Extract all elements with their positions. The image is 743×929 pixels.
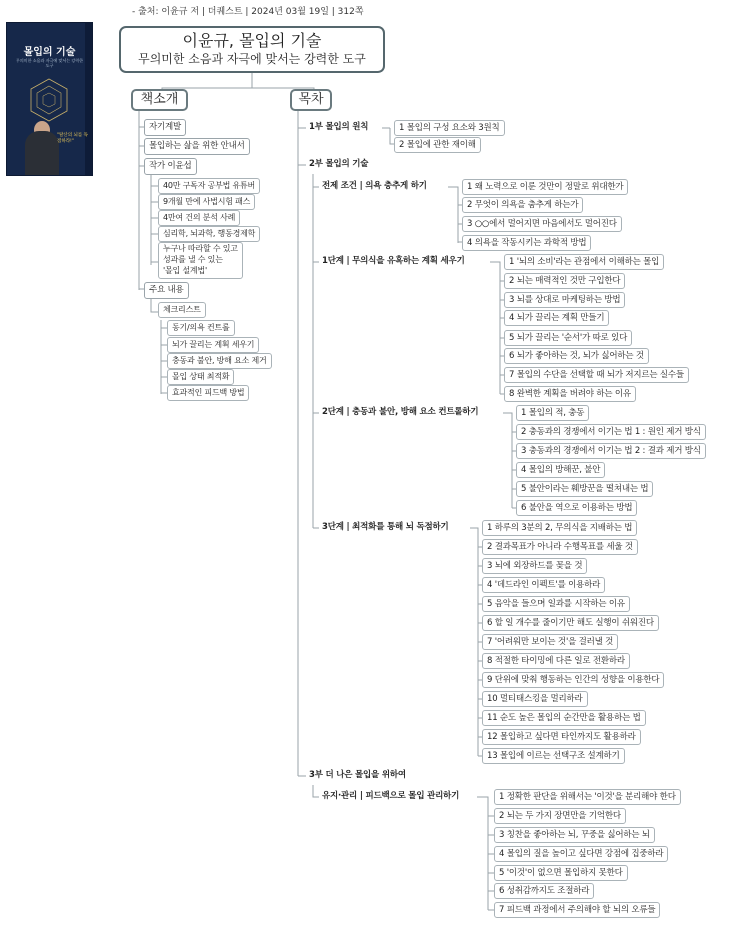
section-maintenance-title[interactable]: 유지·관리 | 피드백으로 몰입 관리하기 — [319, 789, 462, 806]
part1-title[interactable]: 1부 몰입의 원칙 — [306, 120, 371, 137]
section-step3-title[interactable]: 3단계 | 최적화를 통해 뇌 독점하기 — [319, 520, 452, 537]
intro-branch[interactable]: 책소개 — [131, 89, 188, 111]
cover-title: 몰입의 기술 — [23, 47, 76, 58]
step2-item-1[interactable]: 1 몰입의 적, 충동 — [516, 405, 589, 421]
step3-item-12[interactable]: 12 몰입하고 싶다면 타인까지도 활용하라 — [482, 729, 641, 745]
prereq-item-1[interactable]: 1 왜 노력으로 이룬 것만이 정말로 위대한가 — [462, 179, 628, 195]
main-topic[interactable] — [119, 26, 385, 73]
maintenance-item-2[interactable]: 2 뇌는 두 가지 장면만을 기억한다 — [494, 808, 626, 824]
maintenance-item-6[interactable]: 6 성취감까지도 조절하라 — [494, 883, 594, 899]
contents-plan[interactable]: 뇌가 끌리는 계획 세우기 — [167, 337, 259, 353]
contents-impulse[interactable]: 충동과 불안, 방해 요소 제거 — [167, 353, 272, 369]
maintenance-item-5[interactable]: 5 '이것'이 없으면 몰입하지 못한다 — [494, 865, 628, 881]
step3-item-3[interactable]: 3 뇌에 외장하드를 꽂을 것 — [482, 558, 587, 574]
step2-item-3[interactable]: 3 충동과의 경쟁에서 이기는 법 2 : 결과 제거 방식 — [516, 443, 706, 459]
author-detail-method[interactable]: 누구나 따라할 수 있고 성과를 낼 수 있는 '몰입 설계법' — [158, 242, 243, 279]
hexagon-graphic — [29, 77, 69, 123]
step3-item-13[interactable]: 13 몰입에 이르는 선택구조 설계하기 — [482, 748, 625, 764]
main-subtitle: 무의미한 소음과 자극에 맞서는 강력한 도구 — [138, 52, 366, 66]
maintenance-item-3[interactable]: 3 칭찬을 좋아하는 뇌, 꾸중을 싫어하는 뇌 — [494, 827, 655, 843]
step3-item-6[interactable]: 6 할 일 개수를 줄이기만 해도 실행이 쉬워진다 — [482, 615, 659, 631]
step3-item-1[interactable]: 1 하루의 3분의 2, 무의식을 지배하는 법 — [482, 520, 637, 536]
step3-item-7[interactable]: 7 '어려워만 보이는 것'을 걸러낼 것 — [482, 634, 618, 650]
intro-item-author[interactable]: 작가 이윤섭 — [144, 158, 197, 175]
contents-motivation[interactable]: 동기/의욕 컨트롤 — [167, 320, 235, 336]
step1-item-7[interactable]: 7 몰입의 수단을 선택할 때 뇌가 저지르는 실수들 — [504, 367, 689, 383]
intro-item-guide[interactable]: 몰입하는 삶을 위한 안내서 — [144, 138, 250, 155]
step3-item-9[interactable]: 9 단위에 맞춰 행동하는 인간의 성향을 이용한다 — [482, 672, 664, 688]
cover-quote: "탈산의 뇌를 독점하라!" — [57, 133, 89, 144]
author-figure — [25, 131, 59, 175]
prereq-item-3[interactable]: 3 ○○에서 멀어지면 마음에서도 멀어진다 — [462, 216, 622, 232]
section-prereq-title[interactable]: 전제 조건 | 의욕 충추게 하기 — [319, 179, 430, 196]
cover-subtitle: 무의미한 소음과 자극에 맞서는 강력한 도구 — [16, 58, 83, 68]
book-cover-image — [6, 22, 93, 176]
step2-item-4[interactable]: 4 몰입의 방해꾼, 불안 — [516, 462, 605, 478]
intro-item-self-help[interactable]: 자기계발 — [144, 119, 186, 136]
step3-item-8[interactable]: 8 적절한 타이밍에 다른 일로 전환하라 — [482, 653, 630, 669]
part3-title[interactable]: 3부 더 나은 몰입을 위하여 — [306, 768, 409, 785]
author-detail-bar-exam[interactable]: 9개월 만에 사법시험 패스 — [158, 194, 255, 210]
contents-optimize[interactable]: 몰입 상태 최적화 — [167, 369, 234, 385]
step1-item-8[interactable]: 8 완벽한 계획을 버려야 하는 이유 — [504, 386, 636, 402]
step3-item-4[interactable]: 4 '데드라인 이펙트'를 이용하라 — [482, 577, 605, 593]
author-detail-fields[interactable]: 심리학, 뇌과학, 행동경제학 — [158, 226, 260, 242]
step1-item-6[interactable]: 6 뇌가 좋아하는 것, 뇌가 싫어하는 것 — [504, 348, 649, 364]
part1-item-2[interactable]: 2 몰입에 관한 재이해 — [394, 137, 481, 153]
author-detail-cases[interactable]: 4만여 건의 분석 사례 — [158, 210, 240, 226]
step3-item-5[interactable]: 5 음악을 들으며 일과를 시작하는 이유 — [482, 596, 630, 612]
step2-item-6[interactable]: 6 불안을 역으로 이용하는 방법 — [516, 500, 637, 516]
author-detail-youtuber[interactable]: 40만 구독자 공부법 유튜버 — [158, 178, 260, 194]
step3-item-11[interactable]: 11 순도 높은 몰입의 순간만을 활용하는 법 — [482, 710, 646, 726]
step1-item-5[interactable]: 5 뇌가 끌리는 '순서'가 따로 있다 — [504, 330, 632, 346]
maintenance-item-4[interactable]: 4 몰입의 질을 높이고 싶다면 강점에 집중하라 — [494, 846, 668, 862]
step1-item-2[interactable]: 2 뇌는 매력적인 것만 구입한다 — [504, 273, 625, 289]
prereq-item-4[interactable]: 4 의욕을 작동시키는 과학적 방법 — [462, 235, 591, 251]
intro-item-contents[interactable]: 주요 내용 — [144, 282, 189, 299]
source-line: - 출처: 이윤규 저 | 더퀘스트 | 2024년 03월 19일 | 312쪽 — [132, 7, 364, 17]
maintenance-item-7[interactable]: 7 피드백 과정에서 주의해야 할 뇌의 오류들 — [494, 902, 660, 918]
prereq-item-2[interactable]: 2 무엇이 의욕을 춤추게 하는가 — [462, 197, 583, 213]
step2-item-2[interactable]: 2 충동과의 경쟁에서 이기는 법 1 : 원인 제거 방식 — [516, 424, 706, 440]
step3-item-10[interactable]: 10 멀티태스킹을 멀리하라 — [482, 691, 588, 707]
step1-item-1[interactable]: 1 '뇌의 소비'라는 관점에서 이해하는 몰입 — [504, 254, 664, 270]
maintenance-item-1[interactable]: 1 정확한 판단을 위해서는 '이것'을 분리해야 한다 — [494, 789, 681, 805]
part2-title[interactable]: 2부 몰입의 기술 — [306, 157, 371, 174]
contents-checklist[interactable]: 체크리스트 — [158, 302, 206, 318]
section-step2-title[interactable]: 2단계 | 충동과 불안, 방해 요소 컨트롤하기 — [319, 405, 481, 422]
main-title: 이윤규, 몰입의 기술 — [182, 31, 322, 50]
step1-item-4[interactable]: 4 뇌가 끌리는 계획 만들기 — [504, 310, 609, 326]
step2-item-5[interactable]: 5 불안이라는 훼방꾼을 떨쳐내는 법 — [516, 481, 653, 497]
part1-item-1[interactable]: 1 몰입의 구성 요소와 3원칙 — [394, 120, 505, 136]
step3-item-2[interactable]: 2 결과목표가 아니라 수행목표를 세울 것 — [482, 539, 638, 555]
step1-item-3[interactable]: 3 뇌를 상대로 마케팅하는 방법 — [504, 292, 625, 308]
contents-feedback[interactable]: 효과적인 피드백 방법 — [167, 385, 249, 401]
toc-branch[interactable]: 목차 — [290, 89, 332, 111]
section-step1-title[interactable]: 1단계 | 무의식을 유혹하는 계획 세우기 — [319, 254, 468, 271]
